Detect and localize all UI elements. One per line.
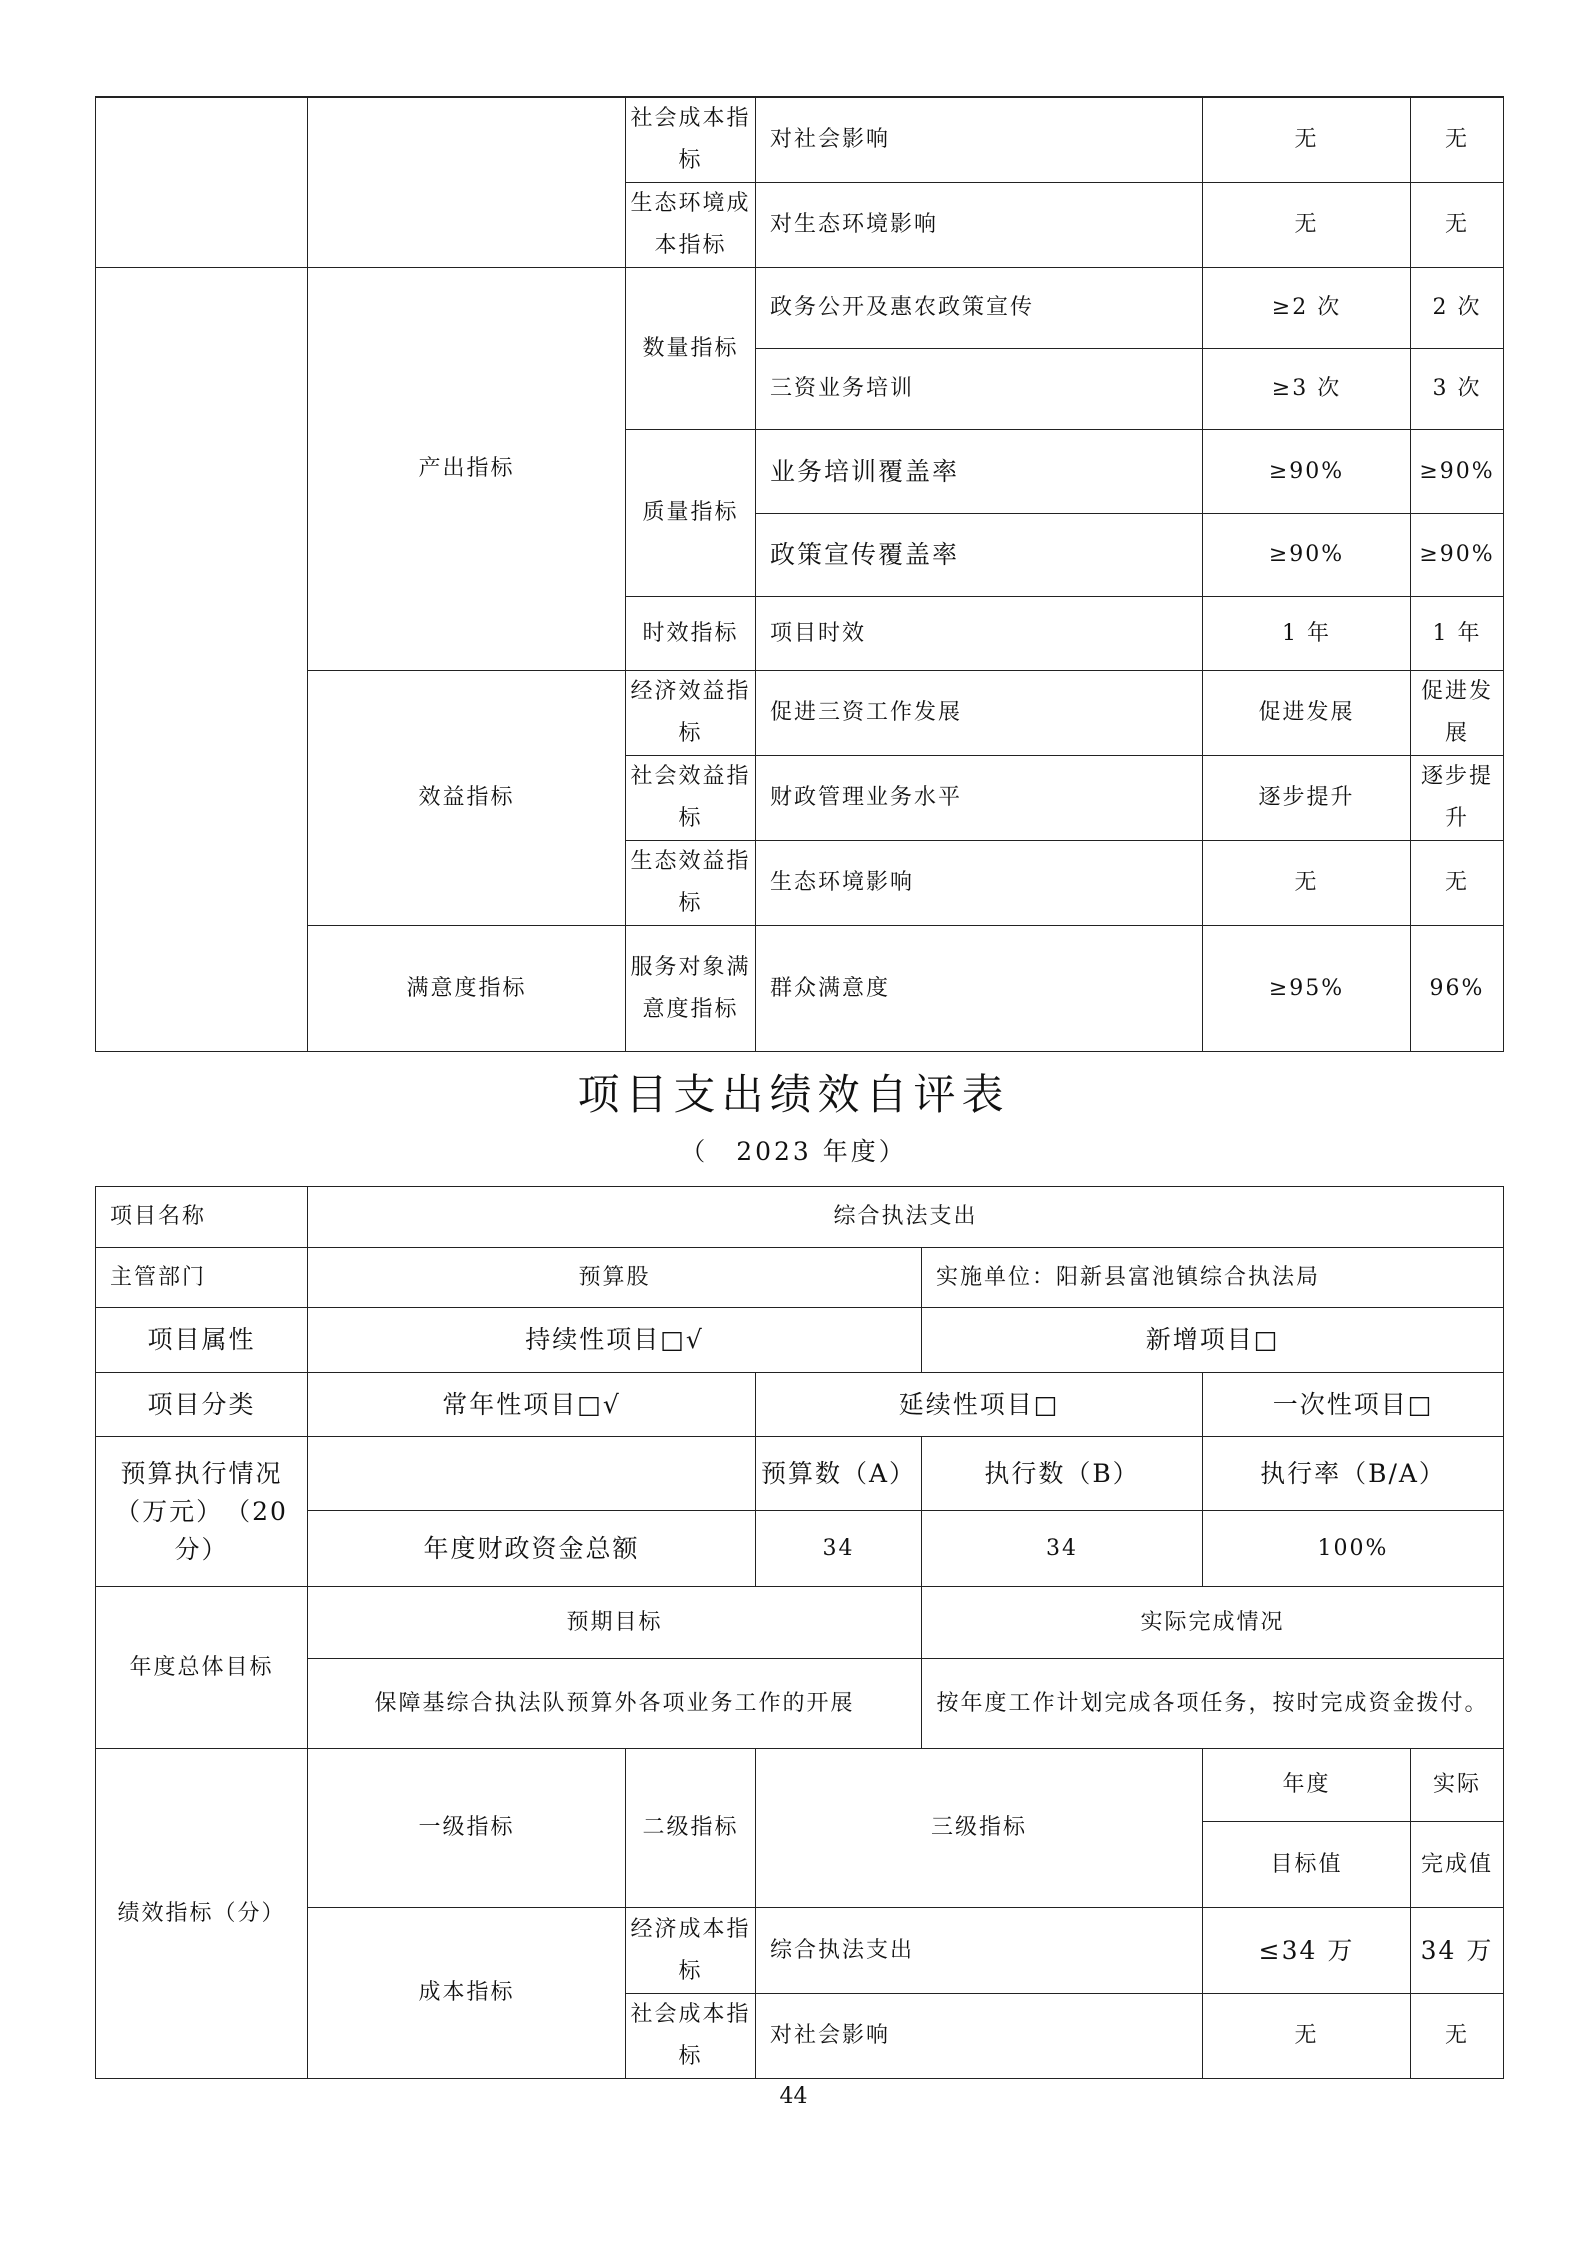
budget-b: 34 — [922, 1511, 1203, 1587]
budget-col-b: 执行数（B） — [922, 1437, 1203, 1511]
actual-cell: 无 — [1411, 97, 1504, 183]
actual-cell: 无 — [1411, 841, 1504, 926]
actual-cell: 1 年 — [1411, 597, 1504, 671]
target-cell: 无 — [1203, 183, 1411, 268]
actual-cell: ≥90% — [1411, 514, 1504, 597]
indicator-cell: 政务公开及惠农政策宣传 — [756, 268, 1203, 349]
actual-cell: 34 万 — [1411, 1908, 1504, 1994]
target-cell: ≥3 次 — [1203, 349, 1411, 430]
performance-table-continued — [95, 96, 1504, 1052]
level2-cell: 服务对象满意度指标 — [626, 926, 756, 1052]
attr-new: 新增项目□ — [922, 1308, 1504, 1373]
target-cell: 无 — [1203, 1994, 1411, 2079]
indicator-cell: 对社会影响 — [756, 97, 1203, 183]
indicator-cell: 生态环境影响 — [756, 841, 1203, 926]
budget-row-label: 年度财政资金总额 — [308, 1511, 756, 1587]
budget-col-rate: 执行率（B/A） — [1203, 1437, 1504, 1511]
level2-cell: 生态效益指标 — [626, 841, 756, 926]
header-target: 目标值 — [1203, 1822, 1411, 1908]
actual-cell: 逐步提升 — [1411, 756, 1504, 841]
header-level3: 三级指标 — [756, 1749, 1203, 1908]
blank-cell — [96, 268, 308, 1052]
indicator-cell: 项目时效 — [756, 597, 1203, 671]
actual-cell: 3 次 — [1411, 349, 1504, 430]
class-label: 项目分类 — [96, 1373, 308, 1437]
class-regular: 常年性项目□√ — [308, 1373, 756, 1437]
cost-level1: 成本指标 — [308, 1908, 626, 2079]
indicator-cell: 对生态环境影响 — [756, 183, 1203, 268]
blank-cell — [96, 97, 308, 268]
level1-cell: 效益指标 — [308, 671, 626, 926]
level2-cell: 社会成本指标 — [626, 97, 756, 183]
goal-expected-label: 预期目标 — [308, 1587, 922, 1659]
level1-cell: 满意度指标 — [308, 926, 626, 1052]
header-done: 完成值 — [1411, 1822, 1504, 1908]
indicator-cell: 三资业务培训 — [756, 349, 1203, 430]
header-actual: 实际 — [1411, 1749, 1504, 1822]
level2-cell: 经济成本指标 — [626, 1908, 756, 1994]
blank-cell — [308, 1437, 756, 1511]
goal-label: 年度总体目标 — [96, 1587, 308, 1749]
class-extended: 延续性项目□ — [756, 1373, 1203, 1437]
actual-cell: 2 次 — [1411, 268, 1504, 349]
year-subtitle: （ 2023 年度） — [680, 1137, 907, 1166]
goal-actual: 按年度工作计划完成各项任务，按时完成资金拨付。 — [922, 1659, 1504, 1749]
project-name-value: 综合执法支出 — [308, 1187, 1504, 1248]
level2-cell: 质量指标 — [626, 430, 756, 597]
target-cell: ≥95% — [1203, 926, 1411, 1052]
indicator-cell: 综合执法支出 — [756, 1908, 1203, 1994]
goal-expected: 保障基综合执法队预算外各项业务工作的开展 — [308, 1659, 922, 1749]
self-evaluation-table — [95, 1186, 1504, 2079]
target-cell: ≤34 万 — [1203, 1908, 1411, 1994]
indicator-cell: 对社会影响 — [756, 1994, 1203, 2079]
level2-cell: 生态环境成本指标 — [626, 183, 756, 268]
budget-a: 34 — [756, 1511, 922, 1587]
target-cell: 无 — [1203, 97, 1411, 183]
target-cell: ≥2 次 — [1203, 268, 1411, 349]
level2-cell: 经济效益指标 — [626, 671, 756, 756]
indicator-cell: 群众满意度 — [756, 926, 1203, 1052]
blank-cell — [308, 97, 626, 268]
dept-label: 主管部门 — [96, 1248, 308, 1308]
level1-cell: 产出指标 — [308, 268, 626, 671]
header-year: 年度 — [1203, 1749, 1411, 1822]
page-title: 项目支出绩效自评表 — [577, 1070, 1010, 1119]
target-cell: ≥90% — [1203, 514, 1411, 597]
actual-cell: 促进发展 — [1411, 671, 1504, 756]
attr-ongoing: 持续性项目□√ — [308, 1308, 922, 1373]
level2-cell: 社会效益指标 — [626, 756, 756, 841]
target-cell: 1 年 — [1203, 597, 1411, 671]
header-level2: 二级指标 — [626, 1749, 756, 1908]
impl-unit: 实施单位：阳新县富池镇综合执法局 — [922, 1248, 1504, 1308]
indicator-cell: 政策宣传覆盖率 — [756, 514, 1203, 597]
actual-cell: 无 — [1411, 1994, 1504, 2079]
target-cell: 促进发展 — [1203, 671, 1411, 756]
indicator-cell: 财政管理业务水平 — [756, 756, 1203, 841]
header-level1: 一级指标 — [308, 1749, 626, 1908]
page-number: 44 — [779, 2084, 808, 2109]
actual-cell: 96% — [1411, 926, 1504, 1052]
budget-label: 预算执行情况（万元） （20分） — [96, 1437, 308, 1587]
class-once: 一次性项目□ — [1203, 1373, 1504, 1437]
budget-rate: 100% — [1203, 1511, 1504, 1587]
target-cell: 逐步提升 — [1203, 756, 1411, 841]
level2-cell: 数量指标 — [626, 268, 756, 430]
perf-label: 绩效指标（分） — [96, 1749, 308, 2079]
actual-cell: ≥90% — [1411, 430, 1504, 514]
target-cell: 无 — [1203, 841, 1411, 926]
project-name-label: 项目名称 — [96, 1187, 308, 1248]
dept-value: 预算股 — [308, 1248, 922, 1308]
level2-cell: 社会成本指标 — [626, 1994, 756, 2079]
target-cell: ≥90% — [1203, 430, 1411, 514]
indicator-cell: 促进三资工作发展 — [756, 671, 1203, 756]
actual-cell: 无 — [1411, 183, 1504, 268]
level2-cell: 时效指标 — [626, 597, 756, 671]
attr-label: 项目属性 — [96, 1308, 308, 1373]
budget-col-a: 预算数（A） — [756, 1437, 922, 1511]
goal-actual-label: 实际完成情况 — [922, 1587, 1504, 1659]
indicator-cell: 业务培训覆盖率 — [756, 430, 1203, 514]
